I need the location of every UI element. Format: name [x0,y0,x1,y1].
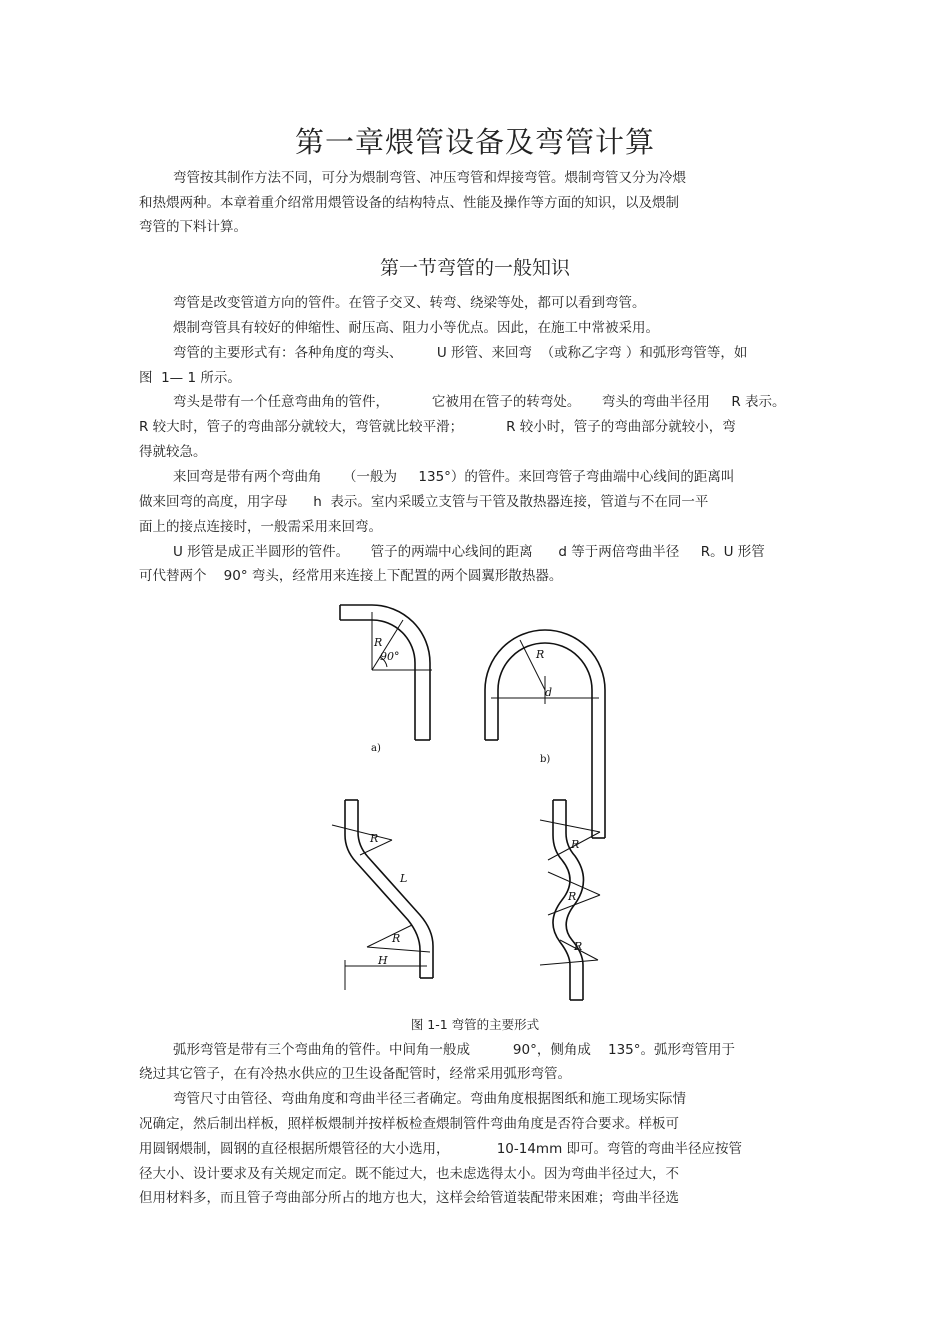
label-R-offset-bottom: R [392,932,401,945]
paragraph-line: U 形管是成正半圆形的管件。 管子的两端中心线间的距离 d 等于两倍弯曲半径 R。U 形管 [173,544,765,560]
paragraph-line: 但用材料多，而且管子弯曲部分所占的地方也大，这样会给管道装配带来困难；弯曲半径选 [139,1190,679,1206]
section-title: 第一节弯管的一般知识 [379,257,570,279]
paragraph-line: 弯头是带有一个任意弯曲角的管件， 它被用在管子的转弯处。 弯头的弯曲半径用 R 表示。 [173,394,786,410]
paragraph-line: 煨制弯管具有较好的伸缩性、耐压高、阻力小等优点。因此，在施工中常被采用。 [173,320,659,336]
paragraph-line: 图 1— 1 所示。 [139,370,241,386]
paragraph-line: R 较大时，管子的弯曲部分就较大，弯管就比较平滑； R 较小时，管子的弯曲部分就较小，弯 [139,419,736,435]
label-L: L [400,872,408,885]
label-H: H [378,954,388,967]
label-angle: 90° [380,650,400,663]
label-R-ubend: R [536,648,545,661]
paragraph-line: 径大小、设计要求及有关规定而定。既不能过大，也未虑选得太小。因为弯曲半径过大，不 [139,1166,679,1182]
chapter-title: 第一章煨管设备及弯管计算 [294,125,655,159]
paragraph-line: 面上的接点连接时，一般需采用来回弯。 [139,519,382,535]
label-b: b) [540,754,551,765]
label-R-arc-bottom: R [574,940,583,953]
paragraph-line: 弯管尺寸由管径、弯曲角度和弯曲半径三者确定。弯曲角度根据图纸和施工现场实际情 [173,1091,686,1107]
paragraph-line: 弯管是改变管道方向的管件。在管子交叉、转弯、绕梁等处，都可以看到弯管。 [173,295,646,311]
paragraph-line: 用圆钢煨制，圆钢的直径根据所煨管径的大小选用， 10-14mm 即可。弯管的弯曲半径应按管 [139,1141,743,1157]
label-R-arc-top: R [571,838,580,851]
label-d: d [545,686,553,699]
paragraph-line: 得就较急。 [139,444,207,460]
label-R-arc-middle: R [568,890,577,903]
elbow-drawing [340,605,432,754]
paragraph-line: 况确定，然后制出样板，照样板煨制并按样板检查煨制管件弯曲角度是否符合要求。样板可 [139,1116,679,1132]
label-a: a) [371,743,381,754]
label-R-offset-top: R [370,832,379,845]
paragraph-line: 绕过其它管子，在有冷热水供应的卫生设备配管时，经常采用弧形弯管。 [139,1066,571,1082]
label-R-elbow: R [374,636,383,649]
intro-line-3: 弯管的下料计算。 [139,219,247,235]
paragraph-line: 来回弯是带有两个弯曲角 （一般为 135°）的管件。来回弯管子弯曲端中心线间的距离叫 [173,469,735,485]
intro-line-2: 和热煨两种。本章着重介绍常用煨管设备的结构特点、性能及操作等方面的知识，以及煨制 [139,195,679,211]
paragraph-line: 弯管的主要形式有：各种角度的弯头、 U 形管、来回弯 （或称乙字弯 ）和弧形弯管等，如 [173,345,748,361]
u-bend-drawing [485,630,605,838]
arc-bend-drawing [540,800,600,1000]
intro-line-1: 弯管按其制作方法不同，可分为煨制弯管、冲压弯管和焊接弯管。煨制弯管又分为冷煨 [173,170,686,186]
offset-bend-drawing [332,800,433,990]
paragraph-line: 可代替两个 90° 弯头，经常用来连接上下配置的两个圆翼形散热器。 [139,568,563,584]
paragraph-line: 弧形弯管是带有三个弯曲角的管件。中间角一般成 90°，侧角成 135°。弧形弯管用于 [173,1042,736,1058]
paragraph-line: 做来回弯的高度，用字母 h 表示。室内采暖立支管与干管及散热器连接，管道与不在同一平 [139,494,709,510]
figure-caption: 图 1-1 弯管的主要形式 [410,1017,540,1032]
